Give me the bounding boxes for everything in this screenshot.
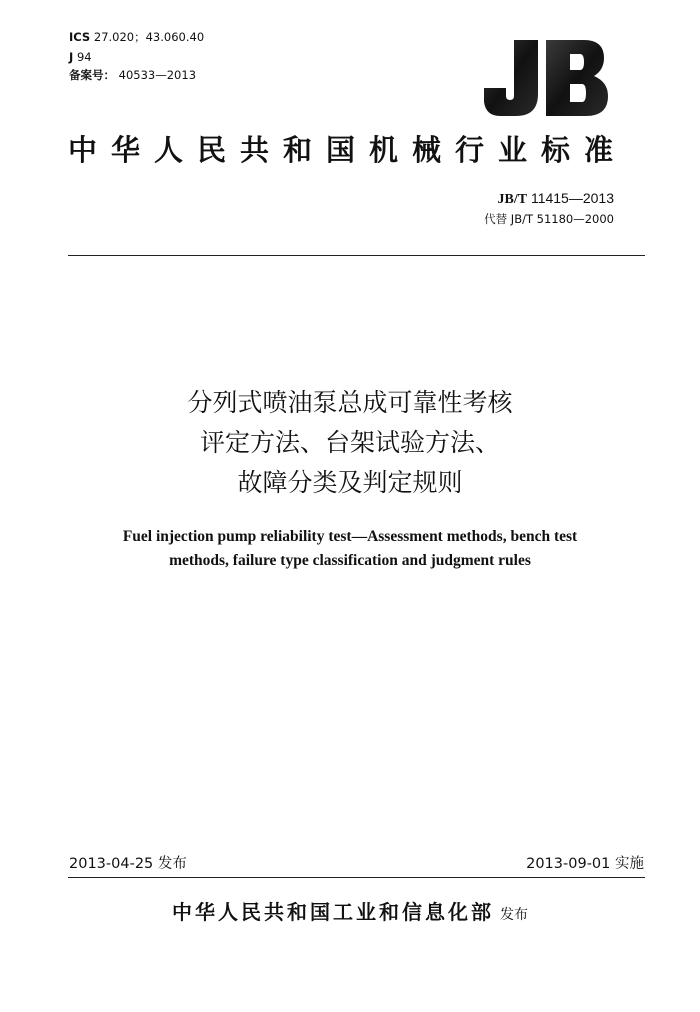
title-cn-line-1: 分列式喷油泵总成可靠性考核 bbox=[187, 388, 513, 417]
title-cn-line-3: 故障分类及判定规则 bbox=[237, 468, 463, 497]
ics-code bbox=[69, 30, 204, 44]
record-value: 40533—2013 bbox=[118, 68, 197, 82]
replaces-standard: 代替 JB/T 51180—2000 bbox=[484, 212, 614, 226]
publisher bbox=[0, 896, 700, 925]
title-cn-line-2: 评定方法、台架试验方法、 bbox=[199, 428, 500, 457]
classification-code bbox=[69, 50, 92, 64]
top-divider bbox=[68, 255, 645, 256]
record-label: 备案号： bbox=[69, 68, 115, 82]
standard-number bbox=[497, 189, 614, 209]
publisher-action: 发布 bbox=[500, 907, 528, 923]
publisher-org: 中华人民共和国工业和信息化部 bbox=[172, 900, 494, 924]
title-en-line-2: methods, failure type classification and judgment rules bbox=[169, 552, 531, 569]
ics-label: ICS bbox=[69, 30, 91, 44]
class-value: 94 bbox=[76, 50, 92, 64]
title-en-line-1: Fuel injection pump reliability test—Assessment methods, bench test bbox=[122, 528, 578, 545]
effective-date: 2013-09-01 实施 bbox=[526, 856, 644, 872]
issue-date: 2013-04-25 发布 bbox=[69, 856, 187, 872]
record-number bbox=[69, 68, 196, 82]
class-label: J bbox=[69, 50, 74, 64]
bottom-divider bbox=[68, 877, 645, 878]
ics-value: 27.020；43.060.40 bbox=[93, 30, 205, 44]
jb-logo bbox=[480, 36, 612, 120]
standard-prefix: JB/T bbox=[497, 192, 528, 207]
org-standard-title: 中华人民共和国机械行业标准 bbox=[68, 133, 628, 167]
standard-number-value: 11415—2013 bbox=[530, 190, 614, 206]
